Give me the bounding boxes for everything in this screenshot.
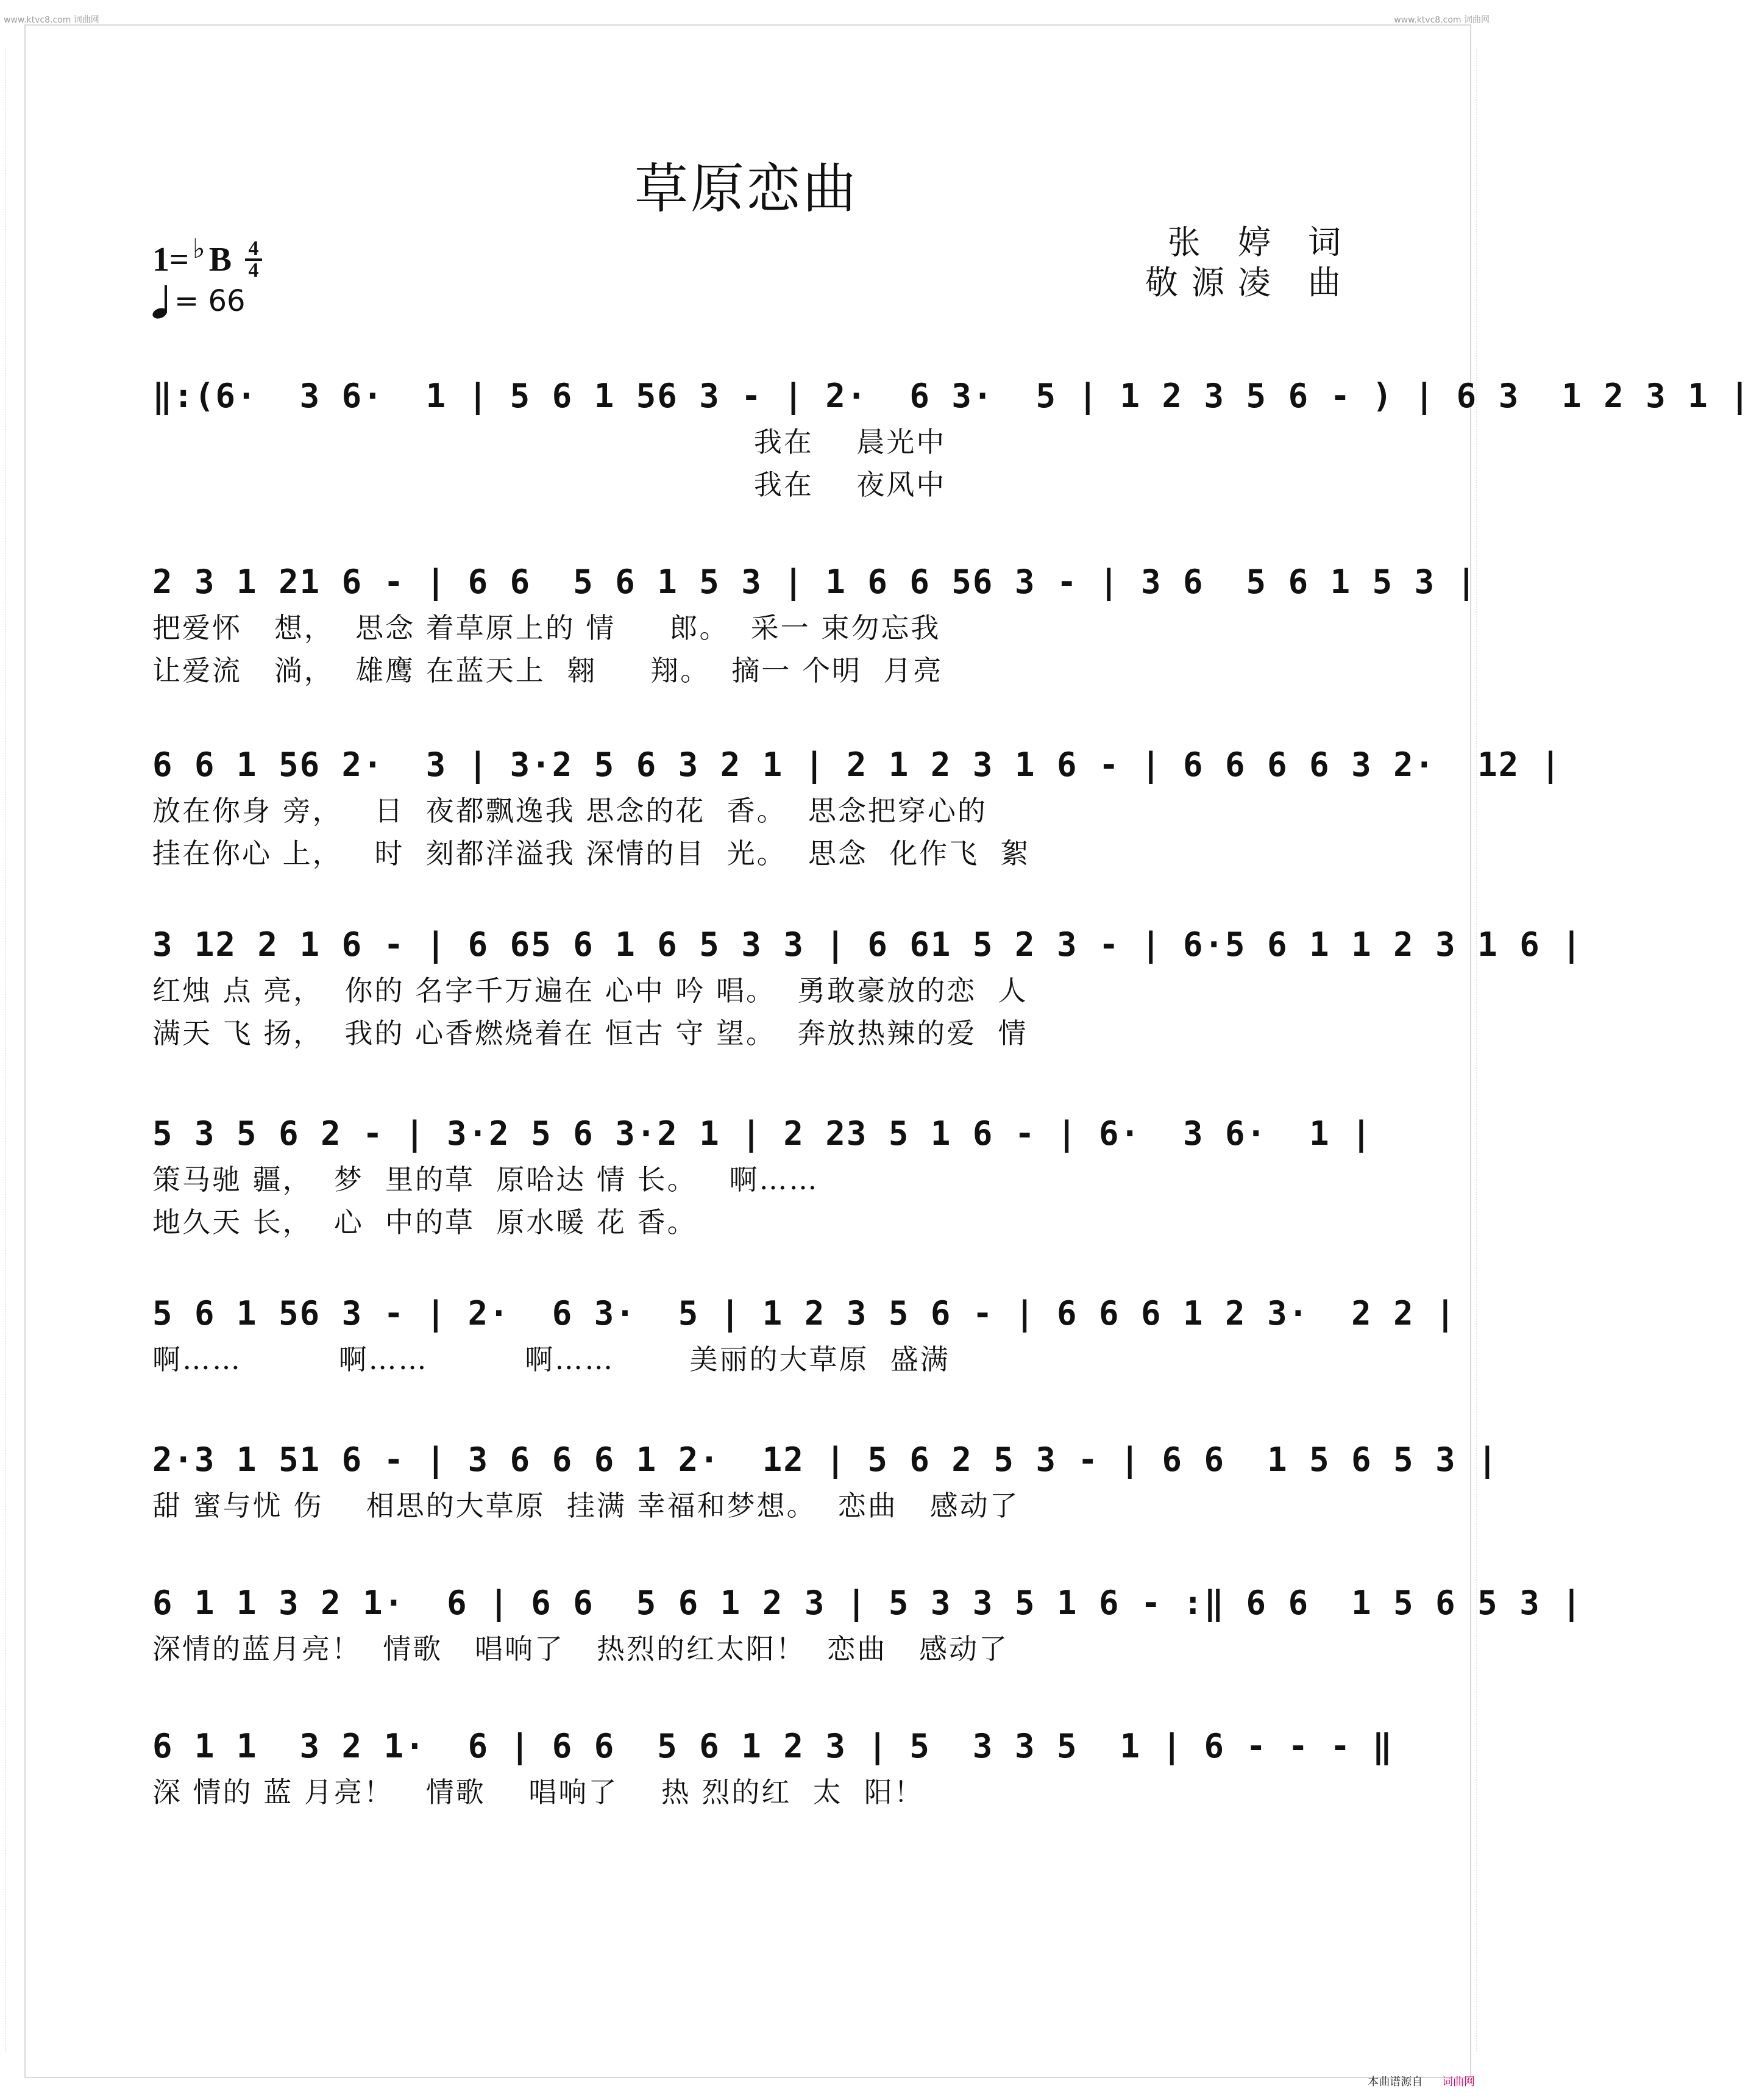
quarter-note-icon xyxy=(152,284,168,318)
footer-source xyxy=(1368,2073,1475,2089)
side-watermark-right xyxy=(1476,49,1488,2051)
lyric-verse-1: 深 情的 蓝 月亮！ 情歌 唱响了 热 烈的红 太 阳！ xyxy=(152,1776,924,1809)
lyric-verse-1: 放在你身 旁， 日 夜都飘逸我 思念的花 香。 思念把穿心的 xyxy=(152,794,987,827)
lyric-verse-1: 深情的蓝月亮！ 情歌 唱响了 热烈的红太阳！ 恋曲 感动了 xyxy=(152,1632,1009,1665)
notation-row: 2·3 1 51 6 - | 3 6 6 6 1 2· 12 | 5 6 2 5 3 - | 6 6 1 5 6 5 3 | xyxy=(152,1440,1499,1479)
lyric-verse-1: 我在 晨光中 xyxy=(152,425,947,458)
score-system-1 xyxy=(152,372,1751,506)
key-signature xyxy=(152,233,262,282)
credits xyxy=(1145,222,1354,303)
lyric-verse-1: 策马驰 疆， 梦 里的草 原哈达 情 长。 啊…… xyxy=(152,1163,819,1196)
lyric-verse-1: 红烛 点 亮， 你的 名字千万遍在 心中 吟 唱。 勇敢豪放的恋 人 xyxy=(152,974,1028,1007)
notation-row: 6 1 1 3 2 1· 6 | 6 6 5 6 1 2 3 | 5 3 3 5 1 | 6 - - - ‖ xyxy=(152,1727,1394,1765)
score-system-3 xyxy=(152,741,1562,875)
lyric-verse-1: 把爱怀 想， 思念 着草原上的 情 郎。 采一 束勿忘我 xyxy=(152,611,941,644)
notation-row: ‖:(6· 3 6· 1 | 5 6 1 56 3 - | 2· 6 3· 5 | 1 2 3 5 6 - ) | 6 3 1 2 3 1 | xyxy=(152,377,1751,415)
lyric-verse-2: 地久天 长， 心 中的草 原水暖 花 香。 xyxy=(152,1206,697,1239)
notation-row: 3 12 2 1 6 - | 6 65 6 1 6 5 3 3 | 6 61 5 2 3 - | 6·5 6 1 1 2 3 1 6 | xyxy=(152,925,1583,964)
score-system-4 xyxy=(152,920,1583,1055)
key-and-tempo xyxy=(152,233,262,318)
lyric-verse-2: 挂在你心 上， 时 刻都洋溢我 深情的目 光。 思念 化作飞 絮 xyxy=(152,837,1031,870)
notation-row: 6 1 1 3 2 1· 6 | 6 6 5 6 1 2 3 | 5 3 3 5 1 6 - :‖ 6 6 1 5 6 5 3 | xyxy=(152,1584,1583,1622)
notation-row: 2 3 1 21 6 - | 6 6 5 6 1 5 3 | 1 6 6 56 3 - | 3 6 5 6 1 5 3 | xyxy=(152,563,1478,601)
key-prefix: 1= xyxy=(152,241,189,279)
lyric-verse-2: 让爱流 淌， 雄鹰 在蓝天上 翱 翔。 摘一 个明 月亮 xyxy=(152,654,943,687)
footer-text: 本曲谱源自 xyxy=(1368,2076,1423,2088)
notation-row: 6 6 1 56 2· 3 | 3·2 5 6 3 2 1 | 2 1 2 3 1 6 - | 6 6 6 6 3 2· 12 | xyxy=(152,746,1562,784)
score-system-5 xyxy=(152,1109,1373,1244)
song-title: 草原恋曲 xyxy=(634,157,859,220)
lyric-verse-2: 满天 飞 扬， 我的 心香燃烧着在 恒古 守 望。 奔放热辣的爱 情 xyxy=(152,1017,1028,1050)
key-note: B xyxy=(208,241,232,279)
corner-site-left: www.ktvc8.com 词曲网 xyxy=(4,15,99,25)
score-system-9 xyxy=(152,1722,1394,1813)
lyric-verse-1: 甜 蜜与忧 伤 相思的大草原 挂满 幸福和梦想。 恋曲 感动了 xyxy=(152,1489,1020,1522)
time-denominator: 4 xyxy=(248,259,259,282)
notation-row: 5 3 5 6 2 - | 3·2 5 6 3·2 1 | 2 23 5 1 6 - | 6· 3 6· 1 | xyxy=(152,1114,1373,1153)
composer-credit: 敬源凌 曲 xyxy=(1145,263,1354,302)
corner-site-right: www.ktvc8.com 词曲网 xyxy=(1394,15,1490,25)
score-system-8 xyxy=(152,1579,1583,1670)
lyricist-credit: 张 婷 词 xyxy=(1167,223,1354,262)
flat-icon: ♭ xyxy=(192,233,205,264)
footer-brand[interactable]: 词曲网 xyxy=(1442,2076,1475,2088)
time-signature xyxy=(245,239,262,280)
score-system-2 xyxy=(152,558,1478,692)
score-system-7 xyxy=(152,1436,1499,1527)
tempo-value: = 66 xyxy=(174,284,246,318)
side-watermark-left xyxy=(5,49,17,2051)
notation-row: 5 6 1 56 3 - | 2· 6 3· 5 | 1 2 3 5 6 - | 6 6 6 1 2 3· 2 2 | xyxy=(152,1294,1457,1333)
score-system-6 xyxy=(152,1289,1457,1381)
time-numerator: 4 xyxy=(248,237,259,260)
tempo-marking xyxy=(152,284,262,318)
lyric-verse-2: 我在 夜风中 xyxy=(152,468,947,501)
lyric-verse-1: 啊…… 啊…… 啊…… 美丽的大草原 盛满 xyxy=(152,1343,950,1376)
